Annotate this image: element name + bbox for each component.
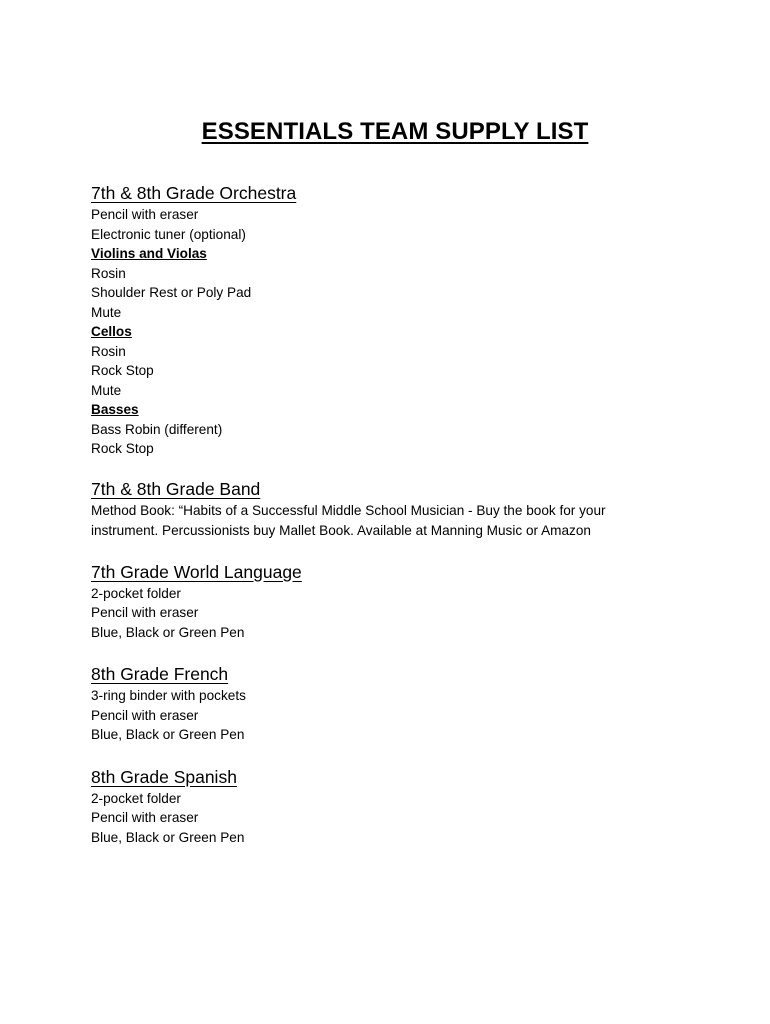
section-world-language: [91, 561, 651, 643]
list-item: Blue, Black or Green Pen: [91, 727, 245, 742]
subheading-violins-violas: Violins and Violas: [91, 246, 207, 261]
list-item: Bass Robin (different): [91, 421, 223, 437]
list-item: Blue, Black or Green Pen: [91, 829, 245, 845]
section-band: [91, 478, 651, 541]
list-item: Shoulder Rest or Poly Pad: [91, 285, 252, 300]
section-heading-band: 7th & 8th Grade Band: [91, 478, 261, 499]
section-heading-orchestra: 7th & 8th Grade Orchestra: [91, 183, 297, 203]
list-item: Pencil with eraser: [91, 707, 199, 723]
list-item: Rock Stop: [91, 363, 154, 378]
section-heading-world-language: 7th Grade World Language: [91, 561, 302, 582]
subheading-cellos: Cellos: [91, 324, 132, 339]
list-item: Electronic tuner (optional): [91, 226, 246, 242]
list-item: Mute: [91, 382, 122, 398]
section-spanish: [91, 766, 651, 848]
list-item: Blue, Black or Green Pen: [91, 624, 245, 640]
page-title: ESSENTIALS TEAM SUPPLY LIST: [201, 118, 589, 145]
supply-list-content: [91, 182, 651, 861]
subheading-basses: Basses: [91, 402, 139, 417]
section-heading-spanish: 8th Grade Spanish: [91, 766, 237, 787]
list-item: Rosin: [91, 265, 126, 281]
list-item: Mute: [91, 304, 122, 320]
section-french: [91, 663, 651, 745]
list-item: 2-pocket folder: [91, 585, 181, 601]
list-item: Pencil with eraser: [91, 207, 199, 222]
list-item: 3-ring binder with pockets: [91, 688, 246, 703]
list-item: Pencil with eraser: [91, 810, 199, 825]
list-item: Rock Stop: [91, 441, 154, 456]
band-method-book-text: Method Book: “Habits of a Successful Middle School Musician - Buy the book for your instrument. Percussionists buy Mallet Book. Available at Manning Music or Amazon: [91, 502, 606, 538]
list-item: Pencil with eraser: [91, 605, 199, 620]
list-item: Rosin: [91, 343, 126, 359]
list-item: 2-pocket folder: [91, 790, 181, 806]
section-orchestra: [91, 182, 651, 459]
section-heading-french: 8th Grade French: [91, 664, 229, 684]
